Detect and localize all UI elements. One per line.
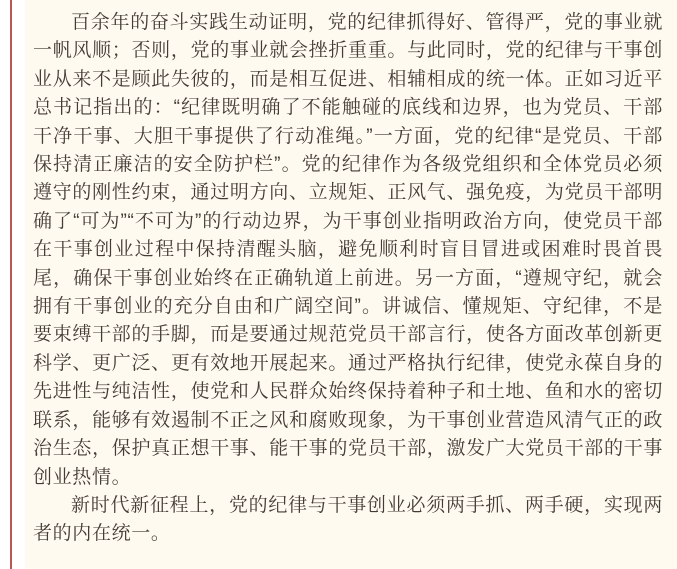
article-body: [25, 0, 677, 569]
left-accent-rule: [10, 0, 12, 569]
article-paragraph: 百余年的奋斗实践生动证明，党的纪律抓得好、管得严，党的事业就一帆风顺；否则，党的事业就会挫折重重。与此同时，党的纪律与干事创业从来不是顾此失彼的，而是相互促进、相辅相成的统一体。正如习近平总书记指出的：“纪律既明确了不能触碰的底线和边界，也为党员、干部干净干事、大胆干事提供了行动准绳。”一方面，党的纪律“是党员、干部保持清正廉洁的安全防护栏”。党的纪律作为各级党组织和全体党员必须遵守的刚性约束，通过明方向、立规矩、正风气、强免疫，为党员干部明确了“可为”“不可为”的行动边界，为干事创业指明政治方向，使党员干部在干事创业过程中保持清醒头脑，避免顺利时盲目冒进或困难时畏首畏尾，确保干事创业始终在正确轨道上前进。另一方面，“遵规守纪，就会拥有干事创业的充分自由和广阔空间”。讲诚信、懂规矩、守纪律，不是要束缚干部的手脚，而是要通过规范党员干部言行，使各方面改革创新更科学、更广泛、更有效地开展起来。通过严格执行纪律，使党永葆自身的先进性与纯洁性，使党和人民群众始终保持着种子和土地、鱼和水的密切联系，能够有效遏制不正之风和腐败现象，为干事创业营造风清气正的政治生态，保护真正想干事、能干事的党员干部，激发广大党员干部的干事创业热情。: [33, 12, 663, 488]
article-paragraph: 新时代新征程上，党的纪律与干事创业必须两手抓、两手硬，实现两者的内在统一。: [33, 494, 663, 545]
